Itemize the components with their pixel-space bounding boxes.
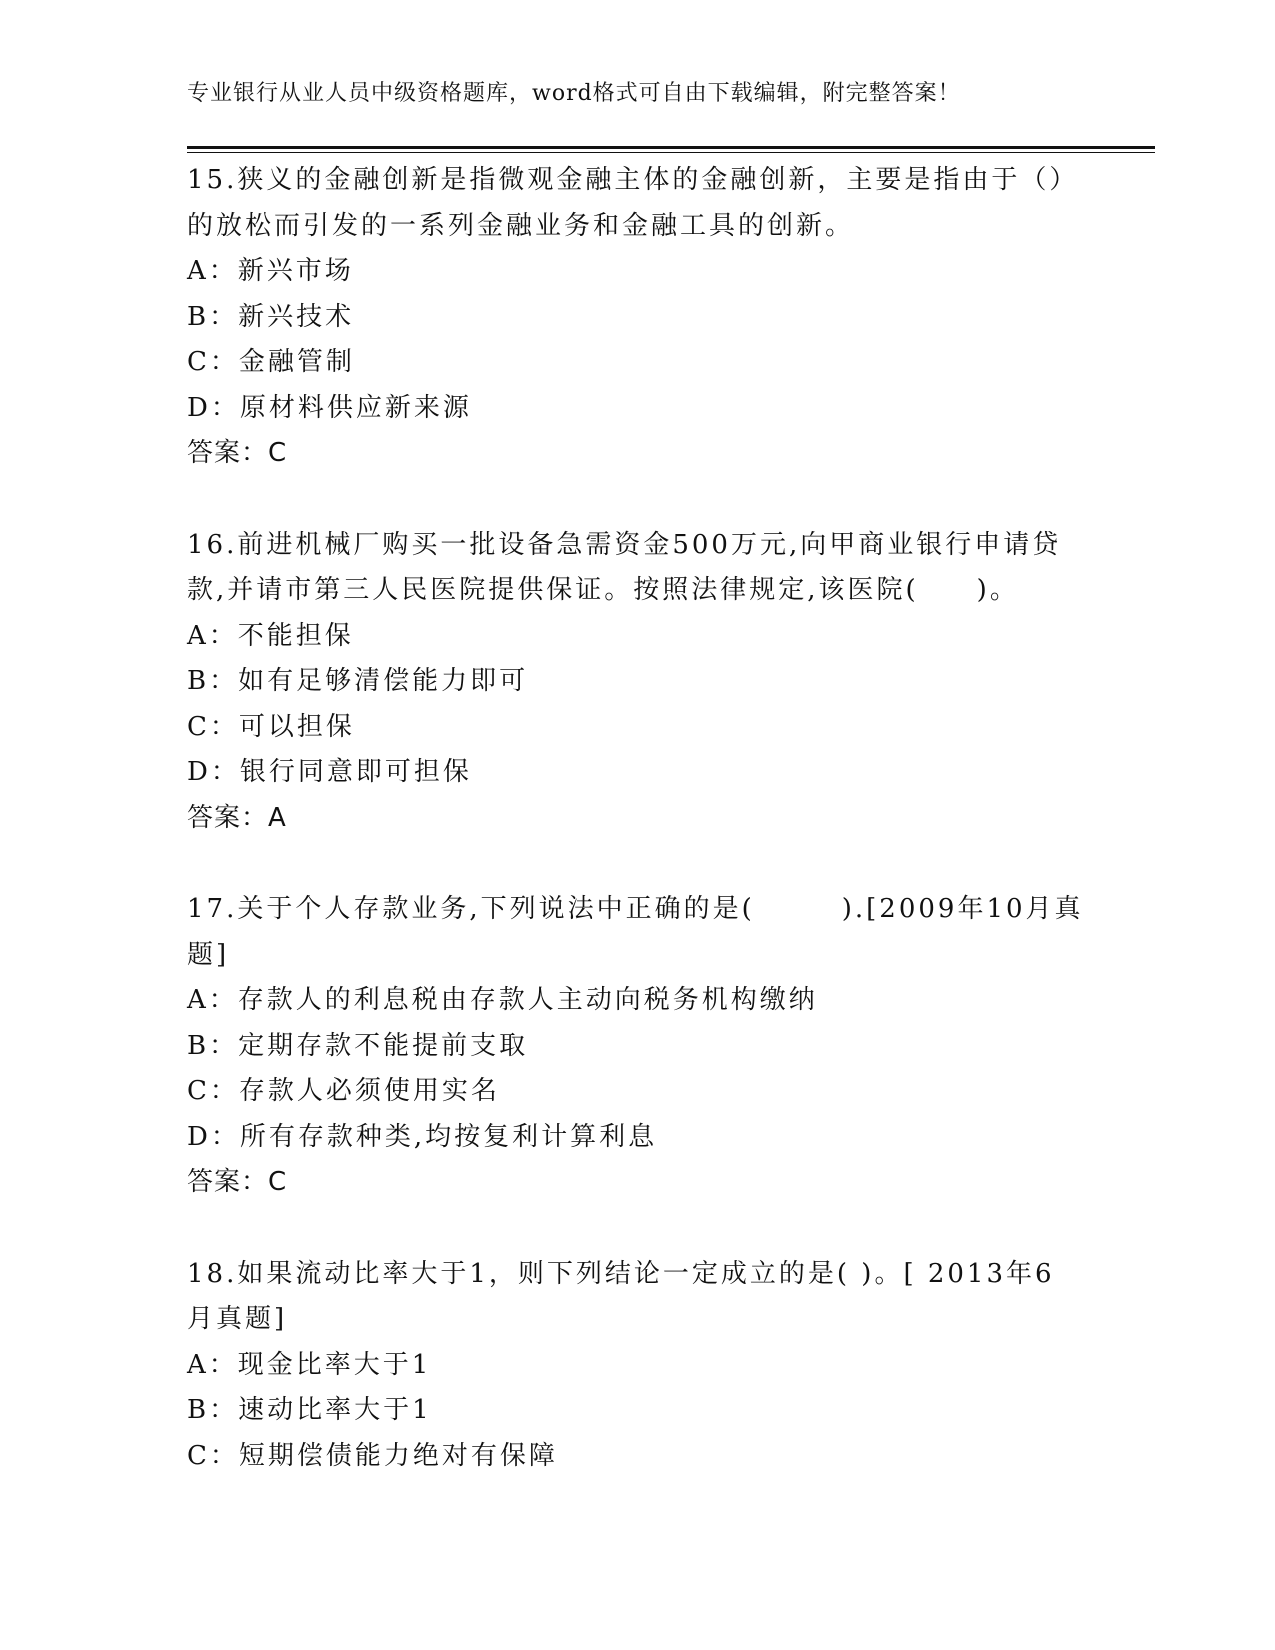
question-stem: 题] [187, 939, 230, 970]
option-c: C：可以担保 [187, 711, 355, 742]
option-a: A：现金比率大于1 [187, 1349, 432, 1380]
option-b: B：如有足够清偿能力即可 [187, 666, 529, 696]
header-rule [187, 146, 1155, 149]
option-c: C：金融管制 [187, 347, 355, 377]
option-b: B：新兴技术 [187, 301, 355, 332]
question-15 [187, 158, 1087, 477]
question-18 [187, 1252, 1087, 1480]
question-list [187, 158, 1087, 1525]
option-c: C：短期偿债能力绝对有保障 [187, 1440, 558, 1471]
option-a: A：存款人的利息税由存款人主动向税务机构缴纳 [187, 985, 818, 1015]
question-stem: 款,并请市第三人民医院提供保证。按照法律规定,该医院( )。 [187, 575, 1019, 605]
option-a: A：不能担保 [187, 620, 354, 651]
question-16 [187, 523, 1087, 842]
question-stem: 18.如果流动比率大于1，则下列结论一定成立的是( )。[ 2013年6 [187, 1258, 1055, 1289]
option-c: C：存款人必须使用实名 [187, 1076, 500, 1106]
answer: 答案：A [187, 802, 287, 833]
option-b: B：定期存款不能提前支取 [187, 1030, 529, 1061]
page-header: 专业银行从业人员中级资格题库，word格式可自由下载编辑，附完整答案！ [187, 81, 961, 106]
header-rule-thin [187, 152, 1155, 153]
option-a: A：新兴市场 [187, 256, 354, 286]
question-stem: 16.前进机械厂购买一批设备急需资金500万元,向甲商业银行申请贷 [187, 529, 1062, 560]
option-d: D：原材料供应新来源 [187, 392, 472, 423]
question-stem: 15.狭义的金融创新是指微观金融主体的金融创新，主要是指由于（） [187, 165, 1079, 195]
answer: 答案：C [187, 1167, 288, 1197]
question-stem: 17.关于个人存款业务,下列说法中正确的是( ).[2009年10月真 [187, 894, 1084, 924]
question-stem: 月真题] [187, 1304, 288, 1334]
question-17 [187, 887, 1087, 1206]
option-b: B：速动比率大于1 [187, 1395, 432, 1425]
answer: 答案：C [187, 438, 288, 468]
option-d: D：银行同意即可担保 [187, 757, 472, 787]
question-stem: 的放松而引发的一系列金融业务和金融工具的创新。 [187, 210, 855, 241]
option-d: D：所有存款种类,均按复利计算利息 [187, 1121, 658, 1152]
